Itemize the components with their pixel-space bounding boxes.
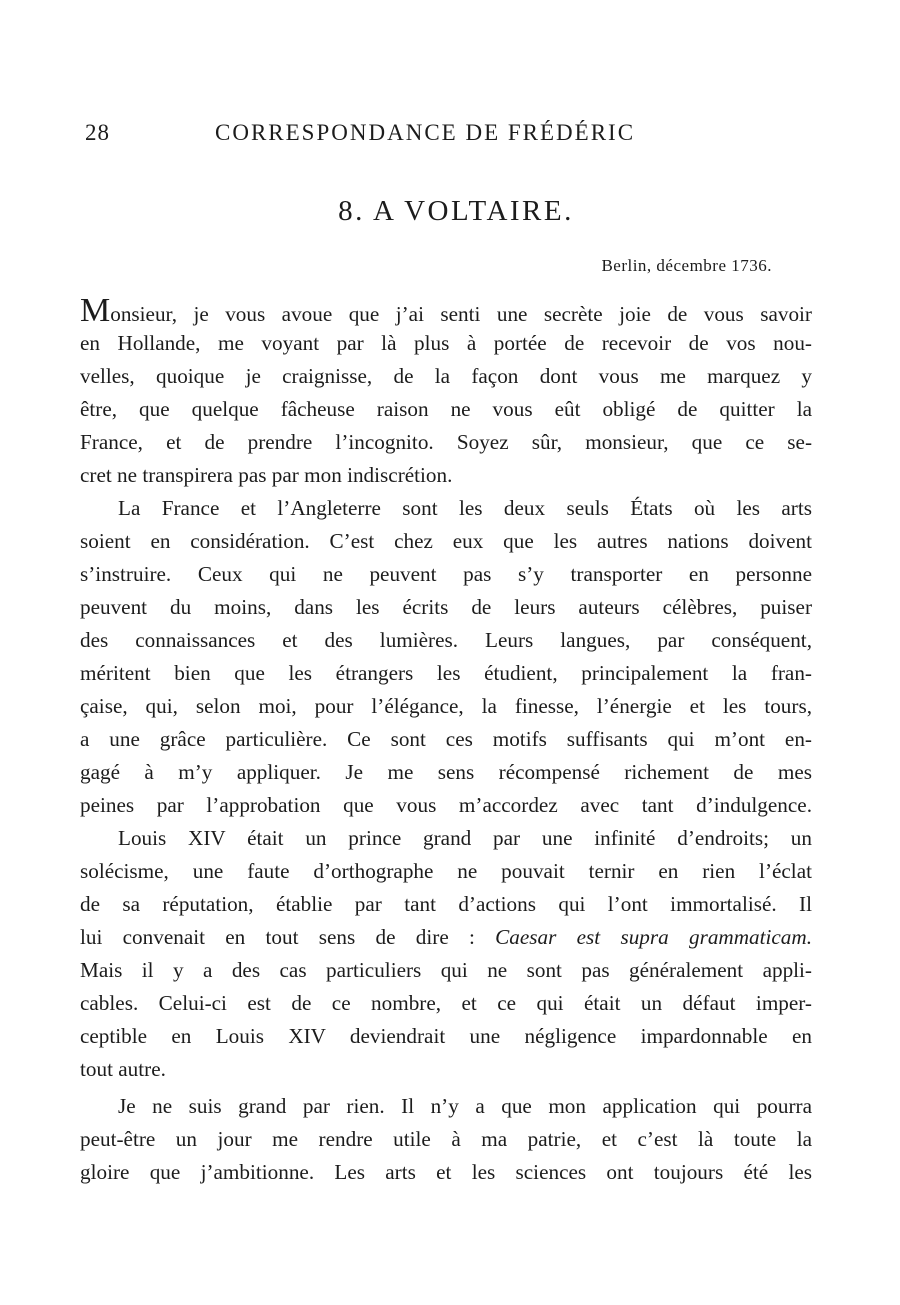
paragraph: [80, 1090, 812, 1189]
letter-dateline: Berlin, décembre 1736.: [601, 256, 772, 275]
text-line: lui convenait en tout sens de dire : Caesar est supra grammaticam.: [80, 925, 813, 949]
text-line: peines par l’approbation que vous m’accordez avec tant d’indulgence.: [80, 793, 812, 817]
text-line: être, que quelque fâcheuse raison ne vous eût obligé de quitter la: [80, 397, 812, 421]
text-line: cables. Celui-ci est de ce nombre, et ce qui était un défaut imper-: [80, 991, 812, 1015]
letter-heading: 8. A VOLTAIRE.: [338, 195, 574, 227]
text-line: Monsieur, je vous avoue que j’ai senti une secrète joie de vous savoir: [80, 292, 812, 329]
text-line: soient en considération. C’est chez eux que les autres nations doivent: [80, 529, 812, 553]
paragraph: [80, 822, 812, 1086]
text-line: a une grâce particulière. Ce sont ces motifs suffisants qui m’ont en-: [80, 727, 812, 751]
text-line: des connaissances et des lumières. Leurs langues, par conséquent,: [80, 628, 812, 652]
text-line: ceptible en Louis XIV deviendrait une négligence impardonnable en: [80, 1024, 812, 1048]
text-line: France, et de prendre l’incognito. Soyez sûr, monsieur, que ce se-: [80, 430, 812, 454]
text-line: velles, quoique je craignisse, de la façon dont vous me marquez y: [80, 364, 812, 388]
latin-quote: Caesar est supra grammaticam.: [495, 925, 813, 949]
text-line: peuvent du moins, dans les écrits de leurs auteurs célèbres, puiser: [80, 595, 812, 619]
text-line: gagé à m’y appliquer. Je me sens récompensé richement de mes: [80, 760, 812, 784]
text-line: gloire que j’ambitionne. Les arts et les sciences ont toujours été les: [80, 1160, 812, 1184]
text-line: méritent bien que les étrangers les étudient, principalement la fran-: [80, 661, 812, 685]
text-line: Je ne suis grand par rien. Il n’y a que mon application qui pourra: [118, 1094, 812, 1118]
running-title: CORRESPONDANCE DE FRÉDÉRIC: [215, 120, 636, 145]
letter-body: [80, 294, 812, 1189]
text-line: Louis XIV était un prince grand par une infinité d’endroits; un: [118, 826, 812, 850]
drop-cap: M: [80, 292, 111, 329]
text-line: çaise, qui, selon moi, pour l’élégance, la finesse, l’énergie et les tours,: [80, 694, 812, 718]
text-line: tout autre.: [80, 1057, 166, 1081]
text-line: cret ne transpirera pas par mon indiscrétion.: [80, 463, 453, 487]
page-number: 28: [85, 120, 110, 145]
paragraph: [80, 294, 812, 492]
text-line: peut-être un jour me rendre utile à ma patrie, et c’est là toute la: [80, 1127, 812, 1151]
text-line: en Hollande, me voyant par là plus à portée de recevoir de vos nou-: [80, 331, 812, 355]
text-line: de sa réputation, établie par tant d’actions qui l’ont immortalisé. Il: [80, 892, 812, 916]
text-line: Mais il y a des cas particuliers qui ne sont pas généralement appli-: [80, 958, 812, 982]
text-line: s’instruire. Ceux qui ne peuvent pas s’y transporter en personne: [80, 562, 812, 586]
text-line: solécisme, une faute d’orthographe ne pouvait ternir en rien l’éclat: [80, 859, 812, 883]
running-head: [85, 120, 825, 154]
paragraph: [80, 492, 812, 822]
text-line: La France et l’Angleterre sont les deux seuls États où les arts: [118, 496, 812, 520]
